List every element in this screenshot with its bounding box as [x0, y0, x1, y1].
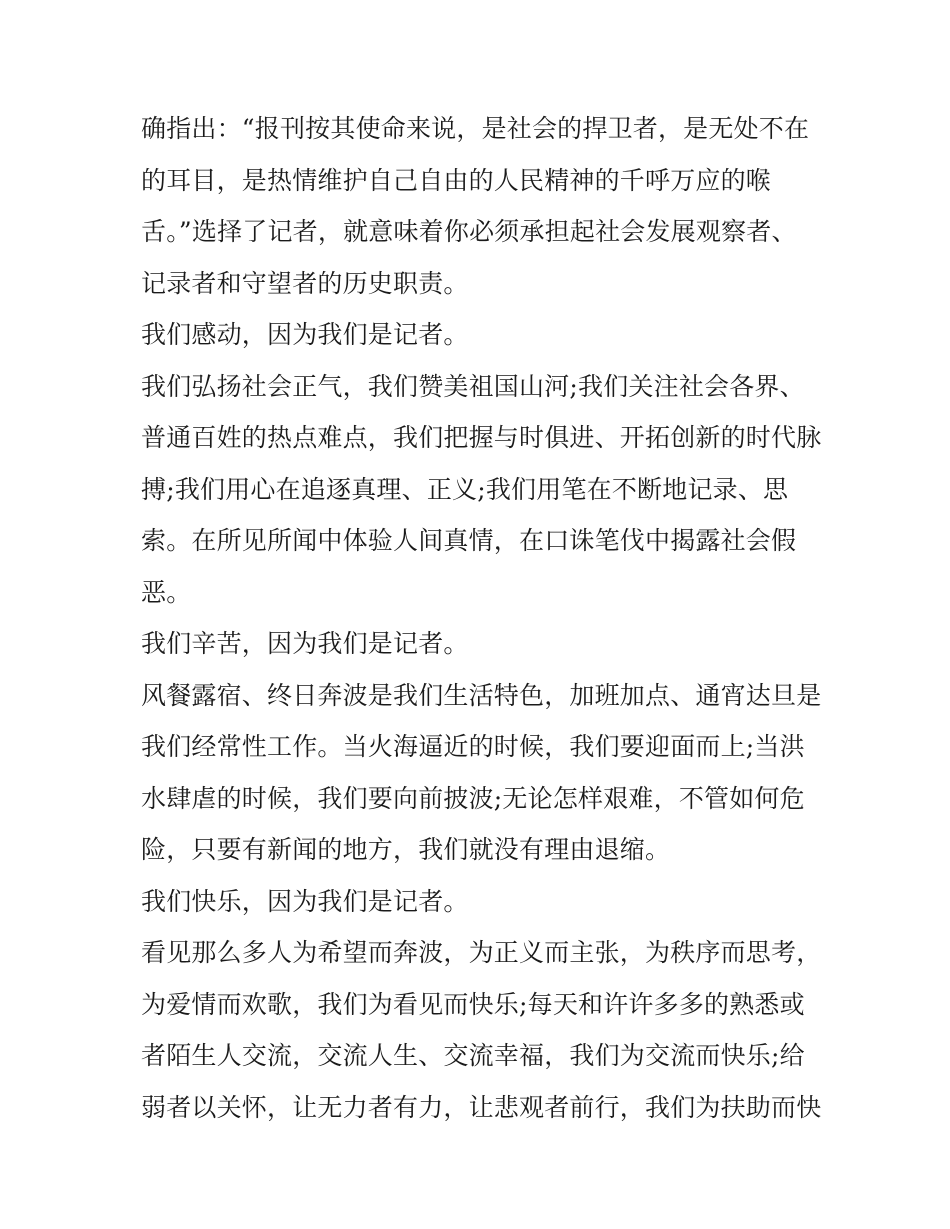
text-line: 看见那么多人为希望而奔波，为正义而主张，为秩序而思考，	[141, 938, 822, 967]
text-line: 我们辛苦，因为我们是记者。	[141, 629, 469, 658]
text-line: 水肆虐的时候，我们要向前披波;无论怎样艰难，不管如何危	[141, 784, 805, 813]
text-line: 险，只要有新闻的地方，我们就没有理由退缩。	[141, 835, 671, 864]
text-line: 我们快乐，因为我们是记者。	[141, 887, 469, 916]
text-line: 搏;我们用心在追逐真理、正义;我们用笔在不断地记录、思	[141, 475, 789, 504]
text-line: 舌。”选择了记者，就意味着你必须承担起社会发展观察者、	[141, 217, 797, 246]
text-line: 普通百姓的热点难点，我们把握与时俱进、开拓创新的时代脉	[141, 423, 822, 452]
text-line: 的耳目，是热情维护自己自由的人民精神的千呼万应的喉	[141, 166, 772, 195]
text-line: 风餐露宿、终日奔波是我们生活特色，加班加点、通宵达旦是	[141, 681, 822, 710]
text-line: 我们感动，因为我们是记者。	[141, 320, 469, 349]
text-line: 恶。	[141, 578, 192, 607]
text-line: 记录者和守望者的历史职责。	[141, 269, 469, 298]
text-line: 者陌生人交流，交流人生、交流幸福，我们为交流而快乐;给	[141, 1041, 805, 1070]
text-line: 我们经常性工作。当火海逼近的时候，我们要迎面而上;当洪	[141, 732, 805, 761]
text-line: 确指出：“报刊按其使命来说，是社会的捍卫者，是无处不在	[141, 114, 810, 143]
text-line: 索。在所见所闻中体验人间真情，在口诛笔伐中揭露社会假	[141, 526, 797, 555]
text-line: 我们弘扬社会正气，我们赞美祖国山河;我们关注社会各界、	[141, 372, 805, 401]
text-line: 弱者以关怀，让无力者有力，让悲观者前行，我们为扶助而快	[141, 1093, 822, 1122]
text-line: 为爱情而欢歌，我们为看见而快乐;每天和许许多多的熟悉或	[141, 990, 805, 1019]
